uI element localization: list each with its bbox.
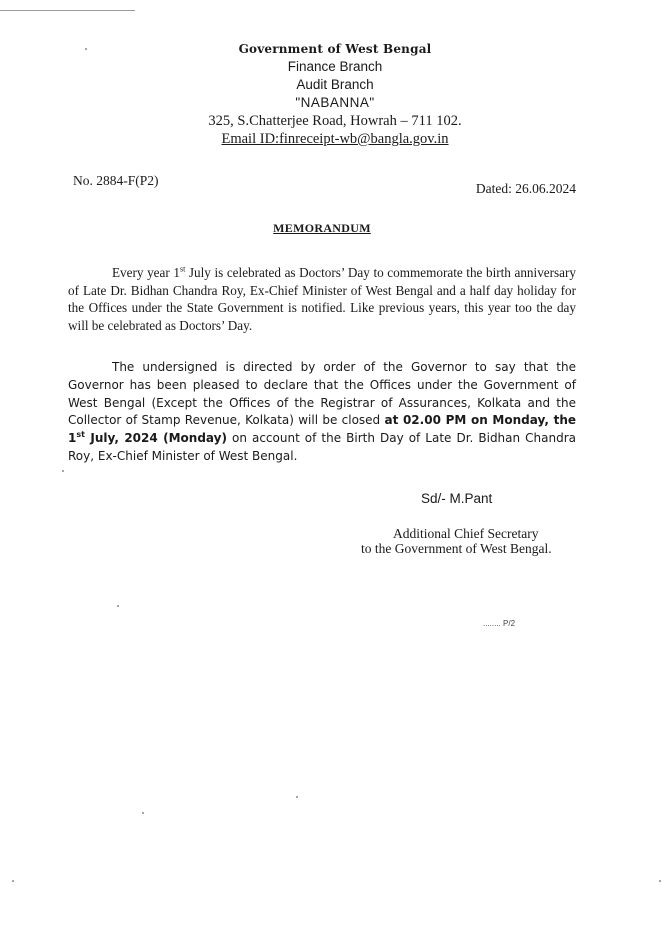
- scan-speck: [117, 605, 119, 607]
- building-name: "NABANNA": [295, 95, 375, 110]
- memo-number: No. 2884-F(P2): [73, 173, 159, 188]
- government-name: Government of West Bengal: [238, 42, 432, 56]
- scan-speck: [85, 48, 87, 50]
- para2-bold-1: at 02.00 PM on Monday, the 1: [68, 413, 576, 446]
- para2-text-a: The undersigned is directed by order of the Governor to say that the Governor has been pleased to declare that the Offices under the Government of West Bengal (Except the Offices of the Registrar of Assurances, Kolkata and the Collector of Stamp Revenue, Kolkata) will be closed: [68, 360, 576, 428]
- para1-text-b: July is celebrated as Doctors’ Day to commemorate the birth anniversary of Late Dr. Bidhan Chandra Roy, Ex-Chief Minister of West Bengal and a half day holiday for the Offices under the State Government is notified. Like previous years, this year too the day will be celebrated as Doctors’ Day.: [68, 265, 576, 333]
- paragraph-2: [68, 359, 576, 466]
- scan-speck: [142, 812, 144, 814]
- scan-speck: [296, 796, 298, 798]
- memo-date: Dated: 26.06.2024: [475, 181, 576, 196]
- signatory-designation: Additional Chief Secretary: [393, 526, 539, 541]
- para1-sup: st: [179, 264, 186, 274]
- audit-branch: Audit Branch: [296, 77, 374, 92]
- office-address: 325, S.Chatterjee Road, Howrah – 711 102.: [208, 113, 462, 129]
- paragraph-1: [68, 264, 576, 334]
- scan-speck: [62, 470, 64, 472]
- letterhead: [190, 40, 480, 148]
- scan-speck: [12, 880, 14, 882]
- signatory-name: Sd/- M.Pant: [421, 491, 493, 506]
- finance-branch: Finance Branch: [287, 59, 383, 74]
- para2-bold-sup: st: [76, 430, 85, 440]
- document-title: MEMORANDUM: [273, 221, 371, 235]
- para2-bold-2: July, 2024 (Monday): [84, 431, 227, 446]
- para2-text-c: on account of the Birth Day of Late Dr. Bidhan Chandra Roy, Ex-Chief Minister of West Bengal.: [68, 431, 577, 463]
- scan-edge-line: [0, 10, 135, 11]
- email-id: Email ID:finreceipt-wb@bangla.gov.in: [221, 131, 449, 147]
- para1-text-a: Every year 1: [112, 265, 180, 280]
- signatory-organisation: to the Government of West Bengal.: [361, 541, 552, 556]
- scan-speck: [659, 880, 661, 882]
- page-continuation-marker: ........ P/2: [483, 619, 516, 628]
